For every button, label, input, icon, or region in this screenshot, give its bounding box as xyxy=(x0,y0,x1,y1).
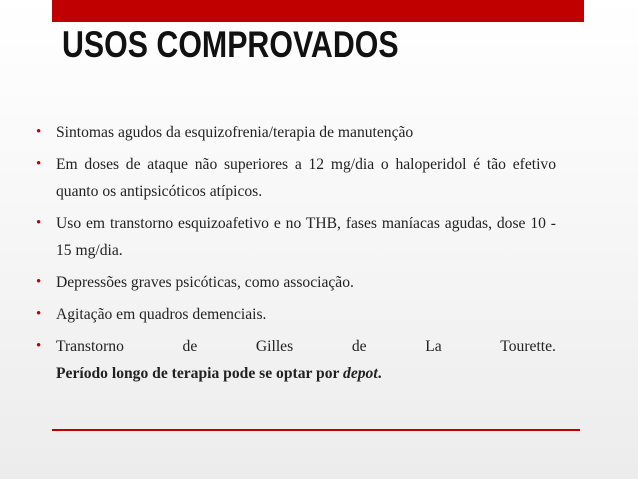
bullet-item xyxy=(36,151,556,205)
bullet-dot-icon: • xyxy=(36,306,42,322)
bullet-item xyxy=(36,119,556,146)
bold-italic-text: depot xyxy=(343,365,378,382)
bullet-list xyxy=(36,119,556,392)
top-accent-bar xyxy=(52,0,584,22)
bold-text: Período longo de terapia pode se optar por xyxy=(56,365,344,382)
bullet-text: Sintomas agudos da esquizofrenia/terapia de manutenção xyxy=(56,124,414,141)
word: de xyxy=(351,338,367,355)
bullet-text-line xyxy=(56,360,556,387)
bullet-item xyxy=(36,269,556,296)
bottom-divider xyxy=(52,429,580,431)
bullet-text: Agitação em quadros demenciais. xyxy=(56,306,267,323)
bullet-text: Em doses de ataque não superiores a 12 mg/dia o haloperidol é tão efetivo quanto os antipsicóticos atípicos. xyxy=(56,156,556,200)
bullet-dot-icon: • xyxy=(36,338,42,354)
bullet-item xyxy=(36,333,556,387)
bullet-text: Depressões graves psicóticas, como associação. xyxy=(56,274,354,291)
bullet-item xyxy=(36,301,556,328)
word: Transtorno xyxy=(56,338,124,355)
bullet-dot-icon: • xyxy=(36,274,42,290)
end-punctuation: . xyxy=(377,365,382,382)
bullet-text-line xyxy=(56,333,556,360)
bullet-dot-icon: • xyxy=(36,215,42,231)
bullet-text: Uso em transtorno esquizoafetivo e no THB, fases maníacas agudas, dose 10 - 15 mg/dia. xyxy=(56,215,556,259)
word: La xyxy=(425,338,442,355)
word: Gilles xyxy=(255,338,294,355)
bullet-dot-icon: • xyxy=(36,156,42,172)
word: de xyxy=(182,338,198,355)
word: Tourette. xyxy=(500,338,556,355)
bullet-dot-icon: • xyxy=(36,124,42,140)
bullet-item xyxy=(36,210,556,264)
slide-title: USOS COMPROVADOS xyxy=(62,24,399,65)
